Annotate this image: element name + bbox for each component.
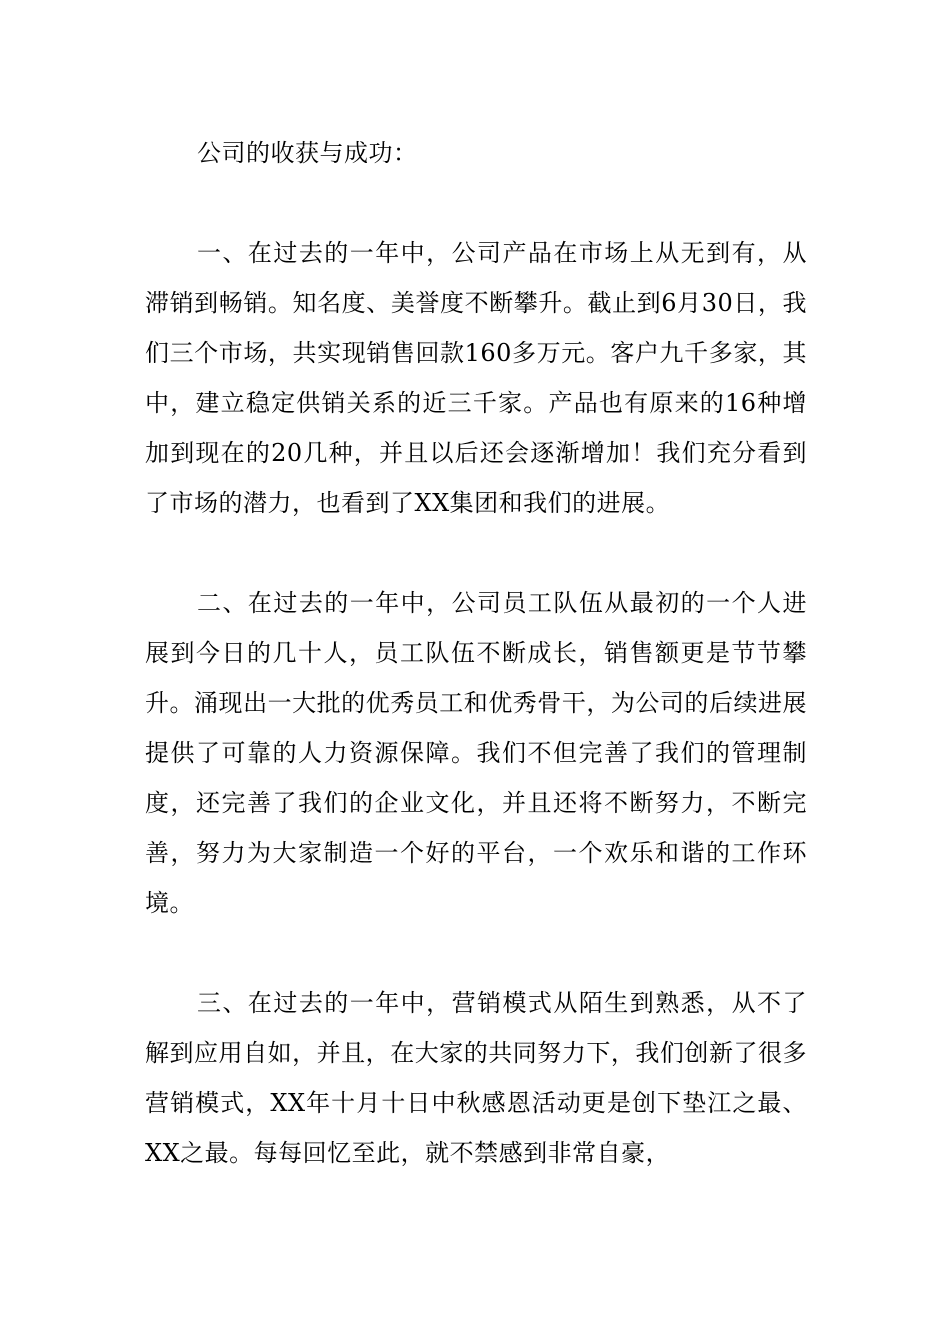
document-page [145,128,807,1178]
paragraph-3: 三、在过去的一年中，营销模式从陌生到熟悉，从不了解到应用自如，并且，在大家的共同努力下，我们创新了很多营销模式，XX年十月十日中秋感恩活动更是创下垫江之最、XX之最。每每回忆至此，就不禁感到非常自豪， [145,989,807,1167]
paragraph-2: 二、在过去的一年中，公司员工队伍从最初的一个人进展到今日的几十人，员工队伍不断成长，销售额更是节节攀升。涌现出一大批的优秀员工和优秀骨干，为公司的后续进展提供了可靠的人力资源保障。我们不但完善了我们的管理制度，还完善了我们的企业文化，并且还将不断努力，不断完善，努力为大家制造一个好的平台，一个欢乐和谐的工作环境。 [145,589,807,917]
paragraph-1: 一、在过去的一年中，公司产品在市场上从无到有，从滞销到畅销。知名度、美誉度不断攀升。截止到6月30日，我们三个市场，共实现销售回款160多万元。客户九千多家，其中，建立稳定供销关系的近三千家。产品也有原来的16种增加到现在的20几种，并且以后还会逐渐增加！我们充分看到了市场的潜力，也看到了XX集团和我们的进展。 [145,239,807,517]
section-heading: 公司的收获与成功： [197,139,418,167]
